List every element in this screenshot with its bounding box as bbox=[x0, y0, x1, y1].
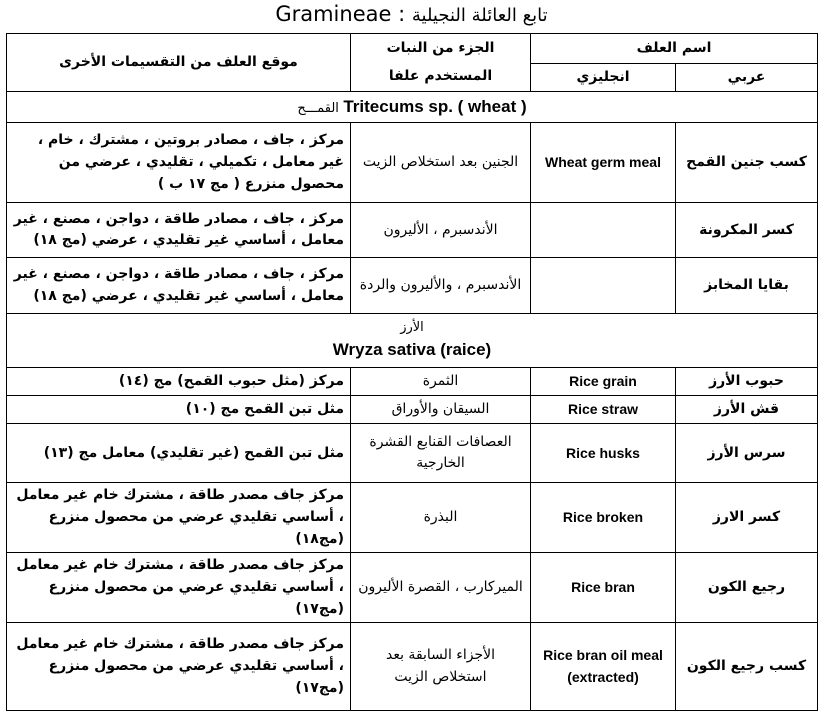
table-row bbox=[7, 368, 818, 396]
section-title-arabic: الأرز bbox=[400, 320, 424, 336]
feed-classification-table bbox=[6, 33, 818, 711]
arabic-name-cell: بقايا المخابز bbox=[676, 258, 818, 314]
table-row bbox=[7, 203, 818, 258]
arabic-name-cell: سرس الأرز bbox=[676, 424, 818, 483]
classification-cell: مثل تبن القمح مج (١٠) bbox=[7, 396, 351, 424]
header-plant-part-2: المستخدم علفا bbox=[351, 64, 531, 92]
classification-cell: مركز (مثل حبوب القمح) مج (١٤) bbox=[7, 368, 351, 396]
arabic-name-cell: كسب جنين القمح bbox=[676, 123, 818, 203]
arabic-name-cell: رجيع الكون bbox=[676, 553, 818, 623]
plant-part-cell: الثمرة bbox=[351, 368, 531, 396]
english-name-cell: Rice broken bbox=[531, 483, 676, 553]
section-heading-wheat bbox=[7, 92, 818, 123]
arabic-name-cell: كسر المكرونة bbox=[676, 203, 818, 258]
classification-cell: مركز جاف مصدر طاقة ، مشترك خام غير معامل ، أساسي تقليدي عرضي من محصول منزرع (مج١٨) bbox=[7, 483, 351, 553]
header-arabic: عربي bbox=[676, 64, 818, 92]
table-row bbox=[7, 483, 818, 553]
arabic-name-cell: كسب رجيع الكون bbox=[676, 623, 818, 711]
section-heading-rice bbox=[7, 314, 818, 368]
classification-cell: مركز ، جاف ، مصادر بروتين ، مشترك ، خام ، غير معامل ، تكميلي ، تقليدي ، عرضي من محصول منزرع ( مج ١٧ ب ) bbox=[7, 123, 351, 203]
plant-part-cell: العصافات القنابع القشرة الخارجية bbox=[351, 424, 531, 483]
english-name-cell bbox=[531, 203, 676, 258]
header-row bbox=[7, 34, 818, 64]
english-name-cell: Rice straw bbox=[531, 396, 676, 424]
arabic-name-cell: كسر الارز bbox=[676, 483, 818, 553]
english-name-cell: Rice bran oil meal (extracted) bbox=[531, 623, 676, 711]
plant-part-cell: البذرة bbox=[351, 483, 531, 553]
classification-cell: مركز ، جاف ، مصادر طاقة ، دواجن ، مصنع ، غير معامل ، أساسي غير تقليدي ، عرضي (مج ١٨) bbox=[7, 203, 351, 258]
english-name-cell: Rice grain bbox=[531, 368, 676, 396]
header-english: انجليزي bbox=[531, 64, 676, 92]
classification-cell: مثل تبن القمح (غير تقليدي) معامل مج (١٣) bbox=[7, 424, 351, 483]
arabic-name-cell: قش الأرز bbox=[676, 396, 818, 424]
english-name-cell: Rice bran bbox=[531, 553, 676, 623]
classification-cell: مركز ، جاف ، مصادر طاقة ، دواجن ، مصنع ، غير معامل ، أساسي غير تقليدي ، عرضي (مج ١٨) bbox=[7, 258, 351, 314]
plant-part-cell: الجنين بعد استخلاص الزيت bbox=[351, 123, 531, 203]
arabic-name-cell: حبوب الأرز bbox=[676, 368, 818, 396]
table-row bbox=[7, 396, 818, 424]
header-feed-name: اسم العلف bbox=[531, 34, 818, 64]
plant-part-cell: الأندسبرم ، والأليرون والردة bbox=[351, 258, 531, 314]
page-title bbox=[0, 2, 823, 26]
table-row bbox=[7, 123, 818, 203]
english-name-cell: Wheat germ meal bbox=[531, 123, 676, 203]
english-name-cell bbox=[531, 258, 676, 314]
table-row bbox=[7, 258, 818, 314]
page-title-english: Gramineae : bbox=[275, 2, 406, 26]
section-title-english: Wryza sativa (raice) bbox=[332, 339, 492, 359]
plant-part-cell: الميركارب ، القصرة الأليرون bbox=[351, 553, 531, 623]
table-row bbox=[7, 553, 818, 623]
plant-part-cell: السيقان والأوراق bbox=[351, 396, 531, 424]
classification-cell: مركز جاف مصدر طاقة ، مشترك خام غير معامل ، أساسي تقليدي عرضي من محصول منزرع (مج١٧) bbox=[7, 623, 351, 711]
page-title-arabic: تابع العائلة النجيلية bbox=[411, 5, 548, 26]
table-row bbox=[7, 623, 818, 711]
section-title-arabic: القمـــح bbox=[297, 101, 339, 116]
plant-part-cell: الأجزاء السابقة بعد استخلاص الزيت bbox=[351, 623, 531, 711]
english-name-cell: Rice husks bbox=[531, 424, 676, 483]
plant-part-cell: الأندسبرم ، الأليرون bbox=[351, 203, 531, 258]
header-plant-part-1: الجزء من النبات bbox=[351, 34, 531, 64]
header-classification: موقع العلف من التقسيمات الأخرى bbox=[7, 34, 351, 92]
classification-cell: مركز جاف مصدر طاقة ، مشترك خام غير معامل ، أساسي تقليدي عرضي من محصول منزرع (مج١٧) bbox=[7, 553, 351, 623]
table-row bbox=[7, 424, 818, 483]
section-title-english: Tritecums sp. ( wheat ) bbox=[343, 97, 527, 116]
